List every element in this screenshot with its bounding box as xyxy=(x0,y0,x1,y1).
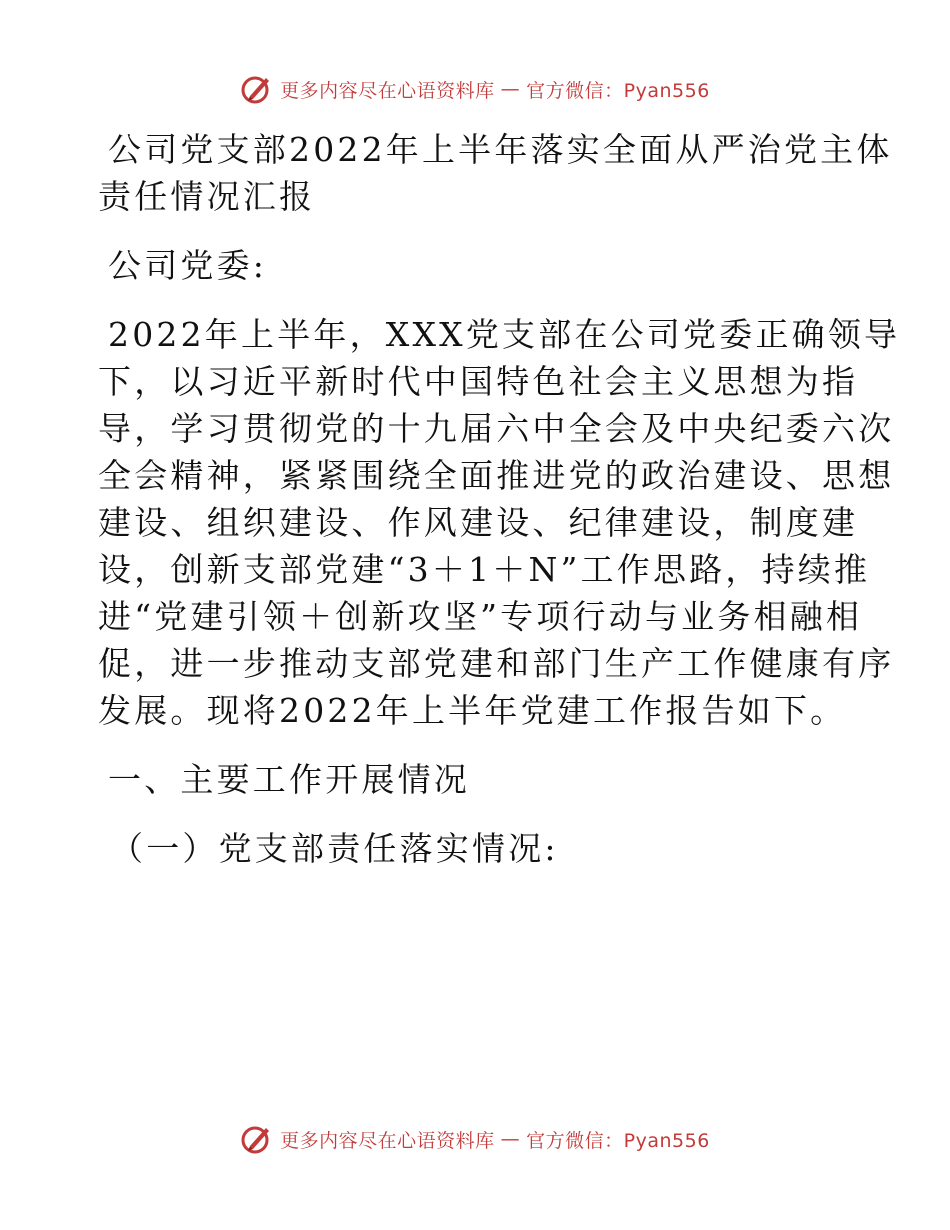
watermark-contact: 官方微信：Pyan556 xyxy=(526,79,710,102)
watermark-contact: 官方微信：Pyan556 xyxy=(526,1129,710,1152)
body-line: 促，进一步推动支部党建和部门生产工作健康有序 xyxy=(98,644,895,683)
document-content xyxy=(98,126,901,894)
body-line: 下，以习近平新时代中国特色社会主义思想为指 xyxy=(98,362,859,401)
section-heading-text: 一、主要工作开展情况 xyxy=(108,760,470,799)
watermark-text: 更多内容尽在心语资料库 xyxy=(280,79,495,102)
body-line: 2022年上半年，XXX党支部在公司党委正确领导 xyxy=(108,315,901,354)
body-line: 全会精神，紧紧围绕全面推进党的政治建设、思想 xyxy=(98,456,895,495)
pen-logo-icon xyxy=(240,72,274,106)
watermark-text: 更多内容尽在心语资料库 xyxy=(280,1129,495,1152)
body-line: 导，学习贯彻党的十九届六中全会及中央纪委六次 xyxy=(98,409,895,448)
watermark-separator: — xyxy=(500,1128,521,1150)
body-line: 建设、组织建设、作风建设、纪律建设，制度建 xyxy=(98,503,859,542)
body-line: 发展。现将2022年上半年党建工作报告如下。 xyxy=(98,691,847,730)
body-line: 设，创新支部党建“3＋1＋N”工作思路，持续推 xyxy=(98,550,871,589)
title-line: 责任情况汇报 xyxy=(98,177,316,216)
document-title xyxy=(98,126,893,220)
title-line: 公司党支部2022年上半年落实全面从严治党主体 xyxy=(108,130,893,169)
salutation-text: 公司党委: xyxy=(108,246,268,285)
body-line: 进“党建引领＋创新攻坚”专项行动与业务相融相 xyxy=(98,597,863,636)
salutation xyxy=(98,242,858,289)
subsection-heading-text: （一）党支部责任落实情况: xyxy=(110,829,559,868)
watermark-header xyxy=(0,72,950,106)
body-paragraph xyxy=(98,311,901,734)
section-heading xyxy=(98,756,858,803)
watermark-separator: — xyxy=(500,78,521,100)
watermark-footer xyxy=(0,1122,950,1156)
subsection-heading xyxy=(98,825,858,872)
pen-logo-icon xyxy=(240,1122,274,1156)
